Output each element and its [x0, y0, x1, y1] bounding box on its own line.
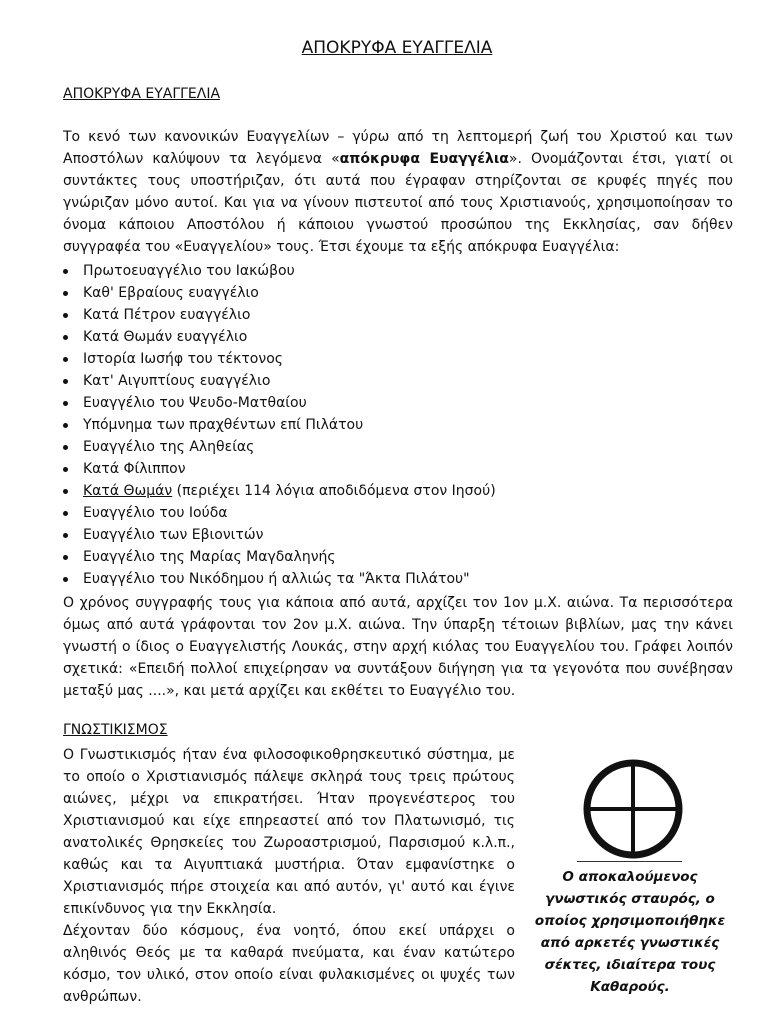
intro-text-before: Το κενό των κανονικών Ευαγγελίων – γύρω από τη λεπτομερή ζωή του Χριστού και των Αποστόλων καλύψουν τα λεγόμενα «	[63, 129, 733, 167]
gnosticism-paragraph-1: Ο Γνωστικισμός ήταν ένα φιλοσοφικοθρησκευτικό σύστημα, με το οποίο ο Χριστιανισμός πάλεψε σκληρά τους τρεις πρώτους αιώνες, μέχρι να επικρατήσει. Ήταν προγενέστερος του Χριστιανισμού και είχε επηρεαστεί από τον Πλατωνισμό, τις ανατολικές Θρησκείες του Ζωροαστρισμού, Παρσισμού κ.λ.π., καθώς και τα Αιγυπτιακά μυστήρια. Όταν εμφανίστηκε ο Χριστιανισμός πήρε στοιχεία και από αυτόν, γι' αυτό και έγινε επικίνδυνος για την Εκκλησία.	[63, 747, 515, 917]
list-item: Πρωτοευαγγέλιο του Ιακώβου	[63, 260, 496, 282]
list-item: Κατά Πέτρον ευαγγέλιο	[63, 304, 496, 326]
list-item: Ιστορία Ιωσήφ του τέκτονος	[63, 348, 496, 370]
figure-caption: Ο αποκαλούμενος γνωστικός σταυρός, ο οποίος χρησιμοποιήθηκε από αρκετές γνωστικές σέκτες, ιδιαίτερα τους Καθαρούς.	[534, 869, 726, 995]
list-item: Ευαγγέλιο του Ιούδα	[63, 502, 496, 524]
list-item-thomas	[63, 480, 496, 502]
gnosticism-body	[63, 744, 515, 1008]
gnostic-cross-icon	[582, 758, 684, 860]
list-item: Ευαγγέλιο του Ψευδο-Ματθαίου	[63, 392, 496, 414]
section-heading-gnosticism: ΓΝΩΣΤΙΚΙΣΜΟΣ	[63, 722, 168, 738]
gnosticism-paragraph-2: Δέχονταν δύο κόσμους, ένα νοητό, όπου εκεί υπάρχει ο αληθινός Θεός με τα καθαρά πνεύματα, και έναν κατώτερο κόσμο, τον υλικό, στον οποίο είναι φυλακισμένες οι ψυχές των ανθρώπων.	[63, 923, 515, 1005]
list-item: Ευαγγέλιο των Εβιονιτών	[63, 524, 496, 546]
list-item: Ευαγγέλιο της Αληθείας	[63, 436, 496, 458]
closing-paragraph: Ο χρόνος συγγραφής τους για κάποια από αυτά, αρχίζει τον 1ον μ.Χ. αιώνα. Τα περισσότερα όμως από αυτά γράφονται τον 2ον μ.Χ. αιώνα. Την ύπαρξη τέτοιων βιβλίων, μας την κάνει γνωστή ο ίδιος ο Ευαγγελιστής Λουκάς, στην αρχή κιόλας του Ευαγγελίου του. Γράφει λοιπόν σχετικά: «Επειδή πολλοί επιχείρησαν να συντάξουν διήγηση για τα γεγονότα που συνέβησαν μεταξύ μας ....», και μετά αρχίζει και εκθέτει το Ευαγγέλιο του.	[63, 595, 733, 699]
list-item: Ευαγγέλιο του Νικόδημου ή αλλιώς τα "Άκτα Πιλάτου"	[63, 568, 496, 590]
list-item: Κατ' Αιγυπτίους ευαγγέλιο	[63, 370, 496, 392]
caption-divider	[577, 861, 682, 862]
list-item: Κατά Θωμάν ευαγγέλιο	[63, 326, 496, 348]
list-item: Κατά Φίλιππον	[63, 458, 496, 480]
list-item: Καθ' Εβραίους ευαγγέλιο	[63, 282, 496, 304]
intro-text-after: ». Ονομάζονται έτσι, γιατί οι συντάκτες τους υποστήριζαν, ότι αυτά που έγραφαν στηρίζονται σε κρυφές πηγές που γνώριζαν μόνο αυτοί. Και για να γίνουν πιστευτοί από τους Χριστιανούς, χρησιμοποίησαν το όνομα κάποιου Αποστόλου ή κάποιου γνωστού προσώπου της Εκκλησίας, σαν δήθεν συγγραφέα του «Ευαγγελίου» τους. Έτσι έχουμε τα εξής απόκρυφα Ευαγγέλια:	[63, 151, 734, 255]
section-heading-apocrypha: ΑΠΟΚΡΥΦΑ ΕΥΑΓΓΕΛΙΑ	[63, 86, 221, 102]
document-title: ΑΠΟΚΡΥΦΑ ΕΥΑΓΓΕΛΙΑ	[301, 38, 493, 58]
intro-paragraph	[63, 126, 733, 258]
list-item: Υπόμνημα των πραχθέντων επί Πιλάτου	[63, 414, 496, 436]
list-item: Ευαγγέλιο της Μαρίας Μαγδαληνής	[63, 546, 496, 568]
apocryphal-gospels-list	[63, 260, 496, 590]
thomas-gospel-note: (περιέχει 114 λόγια αποδιδόμενα στον Ιησού)	[172, 483, 496, 499]
intro-bold-term: απόκρυφα Ευαγγέλια	[339, 151, 509, 167]
thomas-gospel-link[interactable]: Κατά Θωμάν	[83, 483, 173, 499]
